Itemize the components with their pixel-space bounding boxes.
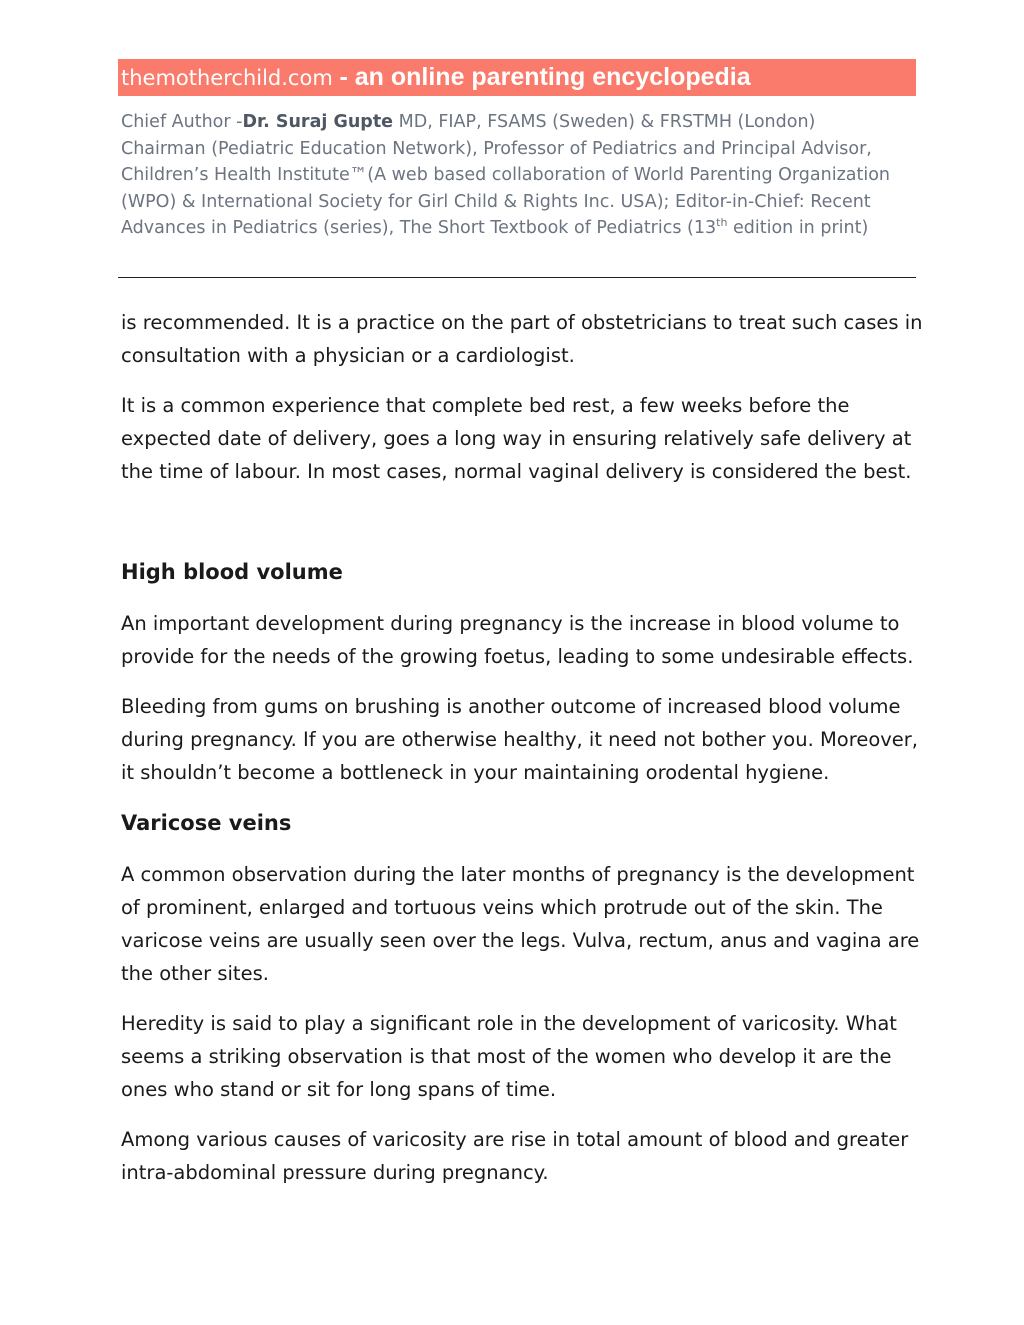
text-line: Heredity is said to play a significant role in the development of varicosity. What <box>121 1012 897 1035</box>
site-tagline: - an online parenting encyclopedia <box>339 63 751 91</box>
bio-line: Chairman (Pediatric Education Network), Professor of Pediatrics and Principal Advisor, <box>121 138 872 159</box>
site-banner <box>118 59 916 96</box>
text-line: seems a striking observation is that most of the women who develop it are the <box>121 1045 892 1068</box>
ordinal-superscript: th <box>716 216 728 230</box>
author-name: Dr. Suraj Gupte <box>242 112 394 132</box>
text-line: Bleeding from gums on brushing is another outcome of increased blood volume <box>121 695 901 718</box>
bio-line: (WPO) & International Society for Girl Child & Rights Inc. USA); Editor-in-Chief: Recent <box>121 191 871 212</box>
paragraph <box>121 607 914 673</box>
text-line: consultation with a physician or a cardiologist. <box>121 344 575 367</box>
bio-last-line <box>121 215 911 242</box>
author-credentials-text: MD, FIAP, FSAMS (Sweden) & FRSTMH (London) <box>393 112 816 132</box>
paragraph <box>121 690 919 789</box>
bio-line: Children’s Health Institute™(A web based collaboration of World Parenting Organization <box>121 165 891 185</box>
text-line: the other sites. <box>121 962 269 985</box>
section-heading: Varicose veins <box>121 811 292 835</box>
author-line <box>121 109 911 136</box>
text-line: is recommended. It is a practice on the part of obstetricians to treat such cases in <box>121 311 923 334</box>
bio-last-line-text: Advances in Pediatrics (series), The Short Textbook of Pediatrics (13 <box>121 218 717 238</box>
paragraph <box>121 306 923 372</box>
text-line: A common observation during the later months of pregnancy is the development <box>121 863 915 886</box>
author-credentials <box>121 109 911 242</box>
site-name: themotherchild.com <box>121 66 340 90</box>
article-body <box>121 306 923 1189</box>
paragraph <box>121 858 920 990</box>
text-line: varicose veins are usually seen over the legs. Vulva, rectum, anus and vagina are <box>121 929 920 952</box>
section-heading: High blood volume <box>121 560 343 584</box>
paragraph <box>121 1123 911 1189</box>
header-divider <box>118 277 916 278</box>
paragraph <box>121 389 911 488</box>
text-line: expected date of delivery, goes a long way in ensuring relatively safe delivery at <box>121 427 912 450</box>
text-line: during pregnancy. If you are otherwise healthy, it need not bother you. Moreover, <box>121 728 919 751</box>
text-line: Among various causes of varicosity are rise in total amount of blood and greater <box>121 1128 909 1151</box>
text-line: An important development during pregnancy is the increase in blood volume to <box>121 612 900 635</box>
text-line: provide for the needs of the growing foetus, leading to some undesirable effects. <box>121 645 914 668</box>
paragraph <box>121 1007 911 1106</box>
text-line: it shouldn’t become a bottleneck in your maintaining orodental hygiene. <box>121 761 830 784</box>
text-line: the time of labour. In most cases, normal vaginal delivery is considered the best. <box>121 460 912 483</box>
text-line: It is a common experience that complete bed rest, a few weeks before the <box>121 394 850 417</box>
text-line: ones who stand or sit for long spans of time. <box>121 1078 557 1101</box>
bio-last-line-end: edition in print) <box>727 218 869 238</box>
text-line: intra-abdominal pressure during pregnancy. <box>121 1161 549 1184</box>
text-line: of prominent, enlarged and tortuous veins which protrude out of the skin. The <box>121 896 883 919</box>
author-prefix: Chief Author - <box>121 112 243 132</box>
